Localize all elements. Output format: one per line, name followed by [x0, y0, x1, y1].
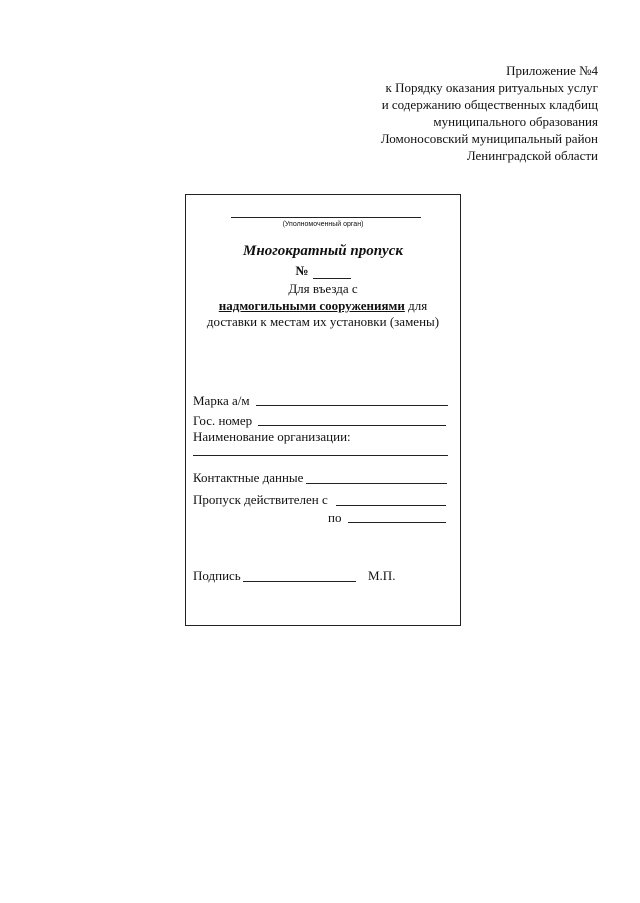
authority-signature-line — [231, 217, 421, 218]
seal-label: М.П. — [368, 568, 396, 583]
number-label: № — [295, 263, 309, 278]
valid-to-label: по — [328, 510, 342, 525]
authority-caption: (Уполномоченный орган) — [282, 221, 364, 228]
pass-title: Многократный пропуск — [243, 243, 403, 259]
pass-form — [185, 194, 461, 626]
signature-label: Подпись — [193, 568, 241, 583]
signature-field[interactable] — [243, 581, 356, 582]
appendix-line: и содержанию общественных кладбищ — [381, 97, 598, 112]
valid-from-label: Пропуск действителен с — [193, 492, 328, 507]
purpose-line-1: Для въезда с — [288, 281, 358, 296]
org-name-field[interactable] — [193, 455, 448, 456]
appendix-header — [298, 62, 598, 164]
appendix-line: к Порядку оказания ритуальных услуг — [385, 80, 598, 95]
valid-from-field[interactable] — [336, 505, 446, 506]
gov-number-field[interactable] — [258, 425, 446, 426]
purpose-line-2 — [186, 298, 460, 314]
purpose-bold-text: надмогильными сооружениями — [218, 298, 405, 313]
car-brand-label: Марка а/м — [193, 393, 250, 408]
appendix-line: Ломоносовский муниципальный район — [380, 131, 598, 146]
appendix-number: Приложение №4 — [506, 63, 598, 78]
car-brand-field[interactable] — [256, 405, 448, 406]
contacts-label: Контактные данные — [193, 470, 304, 485]
gov-number-label: Гос. номер — [193, 413, 253, 428]
org-name-label: Наименование организации: — [193, 429, 351, 444]
purpose-line-3: доставки к местам их установки (замены) — [206, 314, 440, 329]
pass-number — [186, 263, 460, 279]
contacts-field[interactable] — [306, 483, 447, 484]
appendix-line: муниципального образования — [433, 114, 598, 129]
purpose-tail-text: для — [404, 298, 428, 313]
appendix-line: Ленинградской области — [466, 148, 598, 163]
valid-to-field[interactable] — [348, 522, 446, 523]
number-blank[interactable] — [313, 265, 351, 279]
